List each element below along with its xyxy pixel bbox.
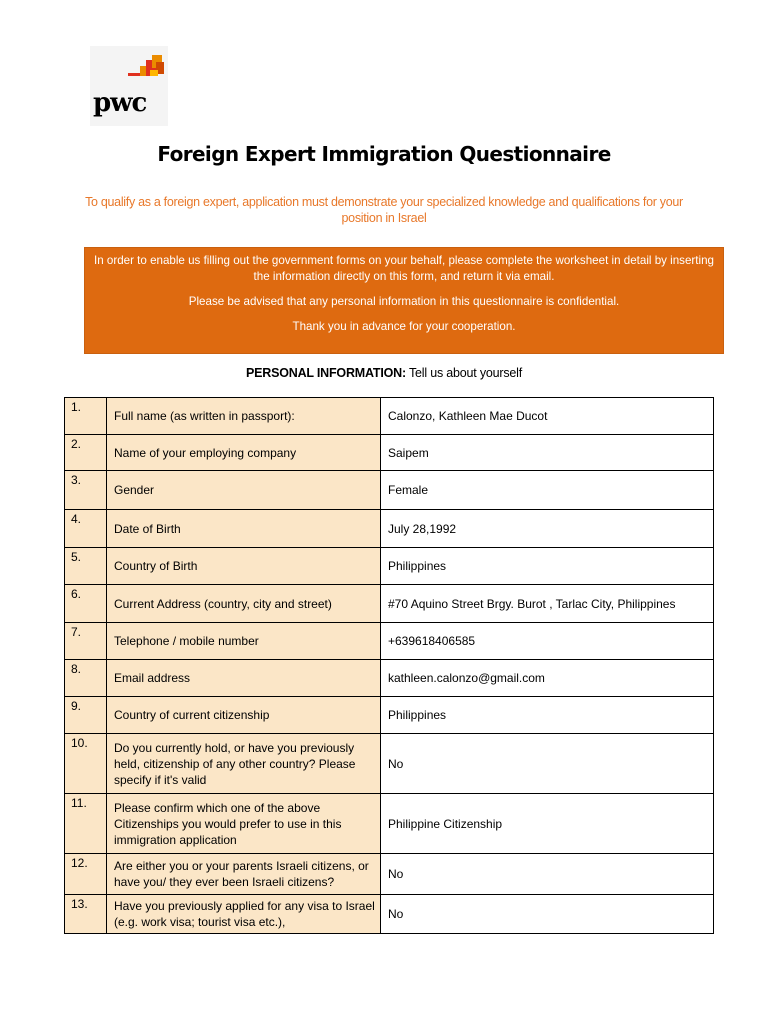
table-row — [65, 510, 714, 548]
notice-thanks: Thank you in advance for your cooperation. — [292, 320, 516, 333]
table-row — [65, 794, 714, 854]
question-text: Name of your employing company — [114, 445, 297, 460]
question-text: Date of Birth — [114, 521, 181, 536]
question-cell — [107, 734, 381, 794]
answer-cell[interactable] — [381, 585, 714, 623]
table-row — [65, 585, 714, 623]
answer-cell[interactable] — [381, 734, 714, 794]
question-text: Telephone / mobile number — [114, 634, 259, 648]
page-title: Foreign Expert Immigration Questionnaire — [157, 142, 611, 166]
answer-text[interactable]: Philippine Citizenship — [388, 816, 503, 831]
question-cell — [107, 895, 381, 934]
table-row — [65, 660, 714, 697]
row-number: 5. — [65, 548, 107, 585]
question-text: Do you currently hold, or have you previously held, citizenship of any other country? Please specify if it's valid — [114, 740, 356, 787]
row-number: 8. — [65, 660, 107, 697]
section-subtitle: Tell us about yourself — [408, 366, 522, 380]
row-number: 10. — [65, 734, 107, 794]
answer-cell[interactable] — [381, 471, 714, 510]
answer-text[interactable]: No — [388, 756, 404, 771]
answer-text[interactable]: No — [388, 867, 404, 881]
notice-box — [84, 247, 724, 354]
question-cell — [107, 585, 381, 623]
logo-wordmark: pwc — [93, 88, 147, 118]
answer-text[interactable]: #70 Aquino Street Brgy. Burot , Tarlac City, Philippines — [388, 596, 676, 611]
question-text: Full name (as written in passport): — [114, 409, 295, 423]
row-number: 13. — [65, 895, 107, 934]
question-cell — [107, 510, 381, 548]
table-row — [65, 895, 714, 934]
table-row — [65, 471, 714, 510]
row-number: 1. — [65, 398, 107, 435]
answer-cell[interactable] — [381, 548, 714, 585]
table-row — [65, 398, 714, 435]
question-cell — [107, 660, 381, 697]
table-row — [65, 734, 714, 794]
row-number: 3. — [65, 471, 107, 510]
intro-text: To qualify as a foreign expert, application must demonstrate your specialized knowledge and qualifications for your position in Israel — [85, 195, 683, 225]
answer-text[interactable]: No — [388, 907, 404, 921]
question-text: Have you previously applied for any visa to Israel (e.g. work visa; tourist visa etc.), — [114, 899, 375, 929]
answer-cell[interactable] — [381, 510, 714, 548]
row-number: 2. — [65, 435, 107, 471]
answer-text[interactable]: July 28,1992 — [388, 521, 457, 536]
answer-cell[interactable] — [381, 660, 714, 697]
question-cell — [107, 471, 381, 510]
section-heading — [0, 366, 768, 380]
notice-confidential: Please be advised that any personal information in this questionnaire is confidential. — [188, 295, 620, 308]
table-row — [65, 854, 714, 895]
answer-text[interactable]: Saipem — [388, 445, 429, 460]
answer-text[interactable]: Philippines — [388, 559, 447, 573]
pwc-logo — [90, 46, 168, 126]
answer-cell[interactable] — [381, 794, 714, 854]
answer-text[interactable]: Calonzo, Kathleen Mae Ducot — [388, 409, 548, 423]
question-text: Country of Birth — [114, 559, 198, 573]
question-cell — [107, 548, 381, 585]
table-row — [65, 697, 714, 734]
question-text: Current Address (country, city and street) — [114, 596, 332, 611]
question-cell — [107, 623, 381, 660]
answer-cell[interactable] — [381, 697, 714, 734]
row-number: 6. — [65, 585, 107, 623]
question-text: Are either you or your parents Israeli citizens, or have you/ they ever been Israeli citizens? — [114, 859, 369, 889]
answer-cell[interactable] — [381, 398, 714, 435]
answer-text[interactable]: Female — [388, 483, 429, 497]
question-text: Gender — [114, 483, 155, 497]
question-cell — [107, 435, 381, 471]
question-cell — [107, 854, 381, 895]
row-number: 4. — [65, 510, 107, 548]
answer-cell[interactable] — [381, 895, 714, 934]
answer-cell[interactable] — [381, 623, 714, 660]
question-text: Please confirm which one of the above Citizenships you would prefer to use in this immigration application — [114, 800, 342, 847]
row-number: 11. — [65, 794, 107, 854]
row-number: 12. — [65, 854, 107, 895]
question-cell — [107, 398, 381, 435]
table-row — [65, 548, 714, 585]
question-cell — [107, 794, 381, 854]
answer-cell[interactable] — [381, 435, 714, 471]
question-cell — [107, 697, 381, 734]
questionnaire-table — [64, 397, 714, 934]
section-label: PERSONAL INFORMATION: — [245, 366, 406, 380]
question-text: Email address — [114, 671, 191, 685]
row-number: 7. — [65, 623, 107, 660]
notice-instructions: In order to enable us filling out the government forms on your behalf, please complete the worksheet in detail by inserting the information directly on this form, and return it via email. — [94, 254, 714, 283]
row-number: 9. — [65, 697, 107, 734]
question-text: Country of current citizenship — [114, 708, 270, 722]
answer-text[interactable]: kathleen.calonzo@gmail.com — [388, 671, 545, 685]
answer-cell[interactable] — [381, 854, 714, 895]
table-row — [65, 623, 714, 660]
answer-text[interactable]: +639618406585 — [388, 634, 476, 648]
answer-text[interactable]: Philippines — [388, 708, 447, 722]
table-row — [65, 435, 714, 471]
